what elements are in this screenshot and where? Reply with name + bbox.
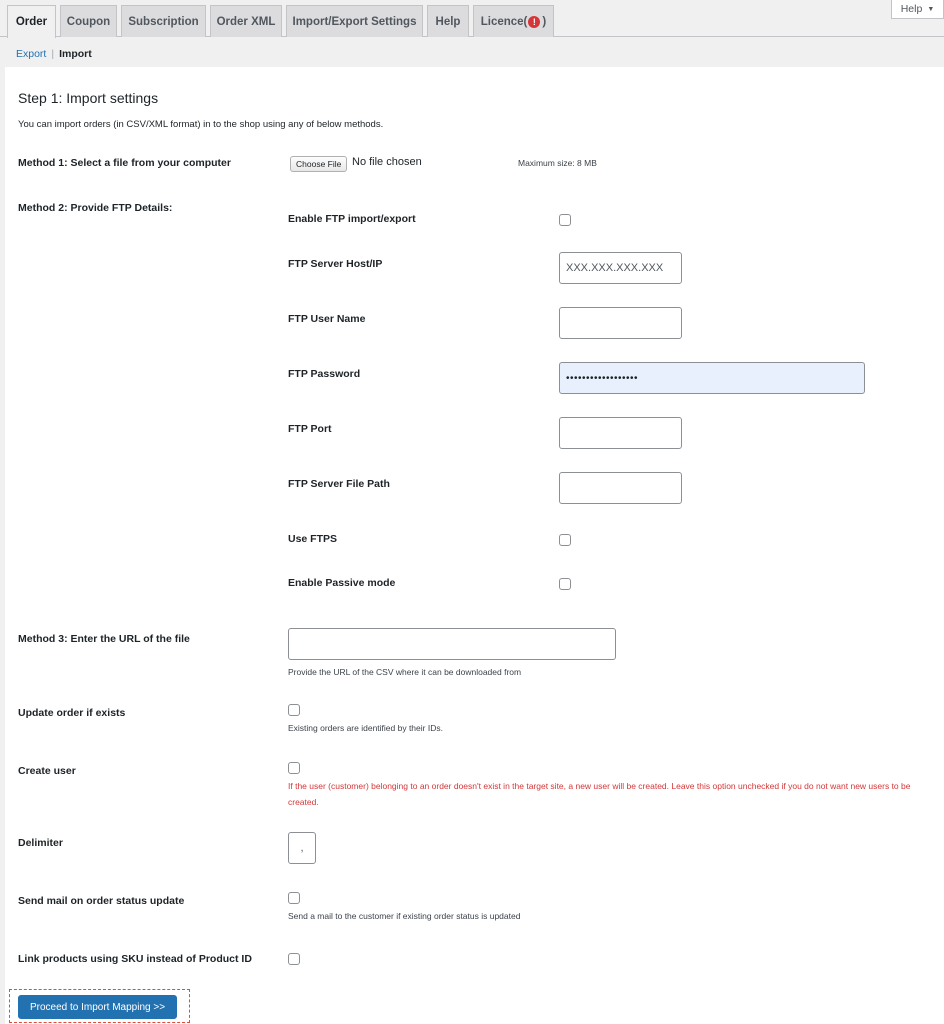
method1-label: Method 1: Select a file from your computer: [18, 157, 231, 169]
breadcrumb: [16, 48, 92, 60]
ftp-path-label: FTP Server File Path: [288, 478, 390, 490]
tab-help[interactable]: Help: [427, 5, 469, 37]
create-user-checkbox[interactable]: [288, 762, 300, 774]
delimiter-input[interactable]: ,: [288, 832, 316, 864]
choose-file-button[interactable]: Choose File: [290, 156, 347, 172]
tab-licence-label: Licence(: [480, 15, 528, 28]
max-size-text: Maximum size: 8 MB: [518, 158, 597, 168]
send-mail-label: Send mail on order status update: [18, 895, 185, 907]
ftp-password-input[interactable]: ••••••••••••••••••: [559, 362, 865, 394]
help-dropdown-button[interactable]: [891, 0, 944, 19]
import-current: Import: [59, 48, 92, 60]
passive-mode-checkbox[interactable]: [559, 578, 571, 590]
intro-text: You can import orders (in CSV/XML format) in to the shop using any of below methods.: [18, 119, 384, 130]
proceed-to-mapping-button[interactable]: Proceed to Import Mapping >>: [18, 995, 177, 1019]
chevron-down-icon: ▼: [927, 5, 935, 13]
update-order-label: Update order if exists: [18, 707, 126, 719]
create-user-help: If the user (customer) belonging to an order doesn't exist in the target site, a new user will be created. Leave this option unchecked if you do not want new users to be created.: [288, 781, 911, 807]
update-order-checkbox[interactable]: [288, 704, 300, 716]
update-order-help: Existing orders are identified by their IDs.: [288, 723, 443, 733]
create-user-label: Create user: [18, 765, 76, 777]
ftp-password-label: FTP Password: [288, 368, 361, 380]
tab-bar: [0, 0, 944, 37]
ftps-checkbox[interactable]: [559, 534, 571, 546]
file-url-input[interactable]: [288, 628, 616, 660]
tab-order-xml[interactable]: Order XML: [210, 5, 282, 37]
ftp-enable-label: Enable FTP import/export: [288, 213, 416, 225]
link-sku-label: Link products using SKU instead of Product ID: [18, 953, 252, 965]
ftp-path-input[interactable]: [559, 472, 682, 504]
method3-label: Method 3: Enter the URL of the file: [18, 633, 190, 645]
link-sku-checkbox[interactable]: [288, 953, 300, 965]
ftp-user-input[interactable]: [559, 307, 682, 339]
tab-subscription[interactable]: Subscription: [121, 5, 206, 37]
send-mail-checkbox[interactable]: [288, 892, 300, 904]
method2-label: Method 2: Provide FTP Details:: [18, 202, 173, 214]
tab-import-export-settings[interactable]: Import/Export Settings: [286, 5, 423, 37]
tab-coupon[interactable]: Coupon: [60, 5, 117, 37]
tab-licence-close: ): [542, 15, 547, 28]
ftp-port-label: FTP Port: [288, 423, 332, 435]
tab-licence[interactable]: [473, 5, 554, 37]
help-label: Help: [900, 3, 923, 15]
warning-icon: !: [528, 16, 540, 28]
passive-mode-label: Enable Passive mode: [288, 577, 396, 589]
ftp-port-input[interactable]: [559, 417, 682, 449]
breadcrumb-separator: |: [51, 48, 55, 60]
delimiter-label: Delimiter: [18, 837, 63, 849]
export-link[interactable]: Export: [16, 48, 47, 60]
ftp-host-input[interactable]: XXX.XXX.XXX.XXX: [559, 252, 682, 284]
tab-order[interactable]: Order: [7, 5, 56, 38]
file-url-help: Provide the URL of the CSV where it can be downloaded from: [288, 667, 522, 677]
file-status: No file chosen: [352, 156, 422, 168]
send-mail-help: Send a mail to the customer if existing order status is updated: [288, 911, 521, 921]
ftp-user-label: FTP User Name: [288, 313, 366, 325]
page-title: Step 1: Import settings: [18, 90, 159, 106]
ftp-enable-checkbox[interactable]: [559, 214, 571, 226]
ftp-host-label: FTP Server Host/IP: [288, 258, 383, 270]
ftps-label: Use FTPS: [288, 533, 338, 545]
